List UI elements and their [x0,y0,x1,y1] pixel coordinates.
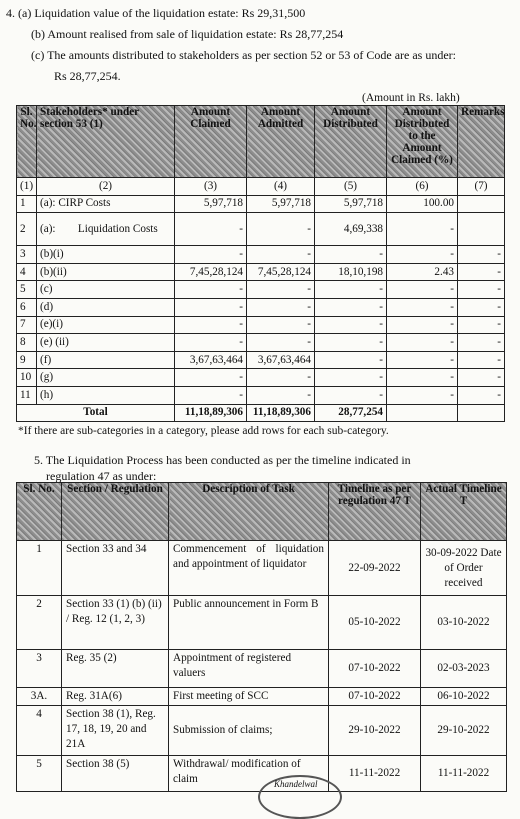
cell-sl: 5 [17,281,37,299]
cell-sl: 11 [17,386,37,404]
cell-sl: 2 [17,596,62,650]
cell-percent: - [387,246,458,264]
header-sl-no: Sl. No. [17,106,37,178]
cell-sl: 1 [17,541,62,596]
cell-claimed: 5,97,718 [175,195,247,213]
cell-task: First meeting of SCC [169,688,329,706]
cell-task: Appointment of registered valuers [169,650,329,688]
table-row [17,316,505,334]
cell-section: Reg. 31A(6) [62,688,169,706]
table-row [17,351,505,369]
cell-remarks: - [458,351,505,369]
cell-actual: 02-03-2023 [421,650,507,688]
cell-stakeholder: (g) [37,369,175,387]
cell-sl: 10 [17,369,37,387]
cell-claimed: - [175,316,247,334]
colnum: (3) [175,178,247,196]
table-row [17,213,505,246]
seal-stamp [258,775,342,819]
cell-sl: 4 [17,263,37,281]
cell-claimed: - [175,213,247,246]
cell-timeline: 07-10-2022 [329,688,421,706]
cell-distributed: 4,69,338 [315,213,387,246]
table-row [17,263,505,281]
cell-percent: - [387,334,458,352]
total-row [17,404,505,422]
cell-task: Withdrawal/ modification of claim [169,756,329,792]
item-4b: (b) Amount realised from sale of liquidation estate: Rs 28,77,254 [31,27,344,41]
cell-distributed: - [315,281,387,299]
colnum: (7) [458,178,505,196]
cell-remarks: - [458,263,505,281]
cell-distributed: - [315,386,387,404]
cell-stakeholder: (e) (ii) [37,334,175,352]
cell-admitted: 5,97,718 [247,195,315,213]
section5-line1: 5. The Liquidation Process has been conducted as per the timeline indicated in [34,453,411,467]
colnum: (6) [387,178,458,196]
table-row [17,688,507,706]
cell-sl: 1 [17,195,37,213]
cell-distributed: - [315,246,387,264]
cell-distributed: - [315,334,387,352]
total-claimed: 11,18,89,306 [175,404,247,422]
colnum: (2) [37,178,175,196]
total-admitted: 11,18,89,306 [247,404,315,422]
cell-admitted: - [247,246,315,264]
cell-admitted: - [247,386,315,404]
header-section: Section / Regulation [62,483,169,541]
colnum: (1) [17,178,37,196]
cell-stakeholder: (b)(ii) [37,263,175,281]
total-percent [387,404,458,422]
cell-remarks [458,213,505,246]
table-row [17,386,505,404]
cell-stakeholder: (a): CIRP Costs [37,195,175,213]
cell-remarks: - [458,246,505,264]
cell-actual: 03-10-2022 [421,596,507,650]
cell-admitted: - [247,334,315,352]
item-4c-line2: Rs 28,77,254. [54,69,121,83]
table-row [17,246,505,264]
colnum: (5) [315,178,387,196]
cell-percent: 2.43 [387,263,458,281]
cell-section: Section 38 (5) [62,756,169,792]
cell-sl: 6 [17,298,37,316]
cell-claimed: 3,67,63,464 [175,351,247,369]
table-row [17,650,507,688]
cell-timeline: 07-10-2022 [329,650,421,688]
cell-actual: 06-10-2022 [421,688,507,706]
cell-stakeholder: (e)(i) [37,316,175,334]
cell-percent: - [387,316,458,334]
cell-admitted: - [247,281,315,299]
cell-task: Commencement of liquidation and appointment of liquidator [169,541,329,596]
cell-admitted: - [247,213,315,246]
cell-remarks: - [458,334,505,352]
cell-distributed: 5,97,718 [315,195,387,213]
cell-section: Section 33 (1) (b) (ii) / Reg. 12 (1, 2, 3) [62,596,169,650]
cell-remarks [458,195,505,213]
seal-stamp-text: Khandelwal [274,779,318,789]
header-timeline-reg47: Timeline as per regulation 47 T [329,483,421,541]
total-distributed: 28,77,254 [315,404,387,422]
cell-remarks: - [458,369,505,387]
cell-task: Public announcement in Form B [169,596,329,650]
cell-sl: 7 [17,316,37,334]
table-row [17,281,505,299]
cell-stakeholder: (f) [37,351,175,369]
cell-remarks: - [458,281,505,299]
cell-remarks: - [458,316,505,334]
cell-stakeholder: (h) [37,386,175,404]
cell-task: Submission of claims; [169,706,329,756]
footnote: *If there are sub-categories in a category, please add rows for each sub-category. [18,425,389,437]
section5-line2: regulation 47 as under: [46,469,157,483]
cell-timeline: 11-11-2022 [329,756,421,792]
item-4a: 4. (a) Liquidation value of the liquidation estate: Rs 29,31,500 [6,6,306,20]
cell-percent: 100.00 [387,195,458,213]
table-row [17,298,505,316]
header-sl-no: Sl. No. [17,483,62,541]
unit-note: (Amount in Rs. lakh) [362,92,460,104]
cell-actual: 30-09-2022 Date of Order received [421,541,507,596]
header-task: Description of Task [169,483,329,541]
cell-sl: 9 [17,351,37,369]
distribution-table [16,105,505,422]
cell-claimed: - [175,281,247,299]
header-amount-distributed: Amount Distributed [315,106,387,178]
total-label: Total [17,404,175,422]
cell-actual: 29-10-2022 [421,706,507,756]
cell-admitted: - [247,316,315,334]
header-remarks: Remarks [458,106,505,178]
cell-claimed: - [175,334,247,352]
header-amount-admitted: Amount Admitted [247,106,315,178]
cell-stakeholder: (b)(i) [37,246,175,264]
cell-remarks: - [458,298,505,316]
table-row [17,706,507,756]
cell-distributed: - [315,351,387,369]
cell-section: Section 38 (1), Reg. 17, 18, 19, 20 and 21A [62,706,169,756]
cell-claimed: - [175,298,247,316]
cell-sl: 3 [17,650,62,688]
cell-admitted: - [247,298,315,316]
cell-sl: 5 [17,756,62,792]
cell-stakeholder: (d) [37,298,175,316]
cell-distributed: - [315,298,387,316]
cell-sl: 3A. [17,688,62,706]
cell-remarks: - [458,386,505,404]
cell-percent: - [387,298,458,316]
table-row [17,195,505,213]
colnum: (4) [247,178,315,196]
cell-timeline: 29-10-2022 [329,706,421,756]
cell-distributed: - [315,316,387,334]
cell-stakeholder: (c) [37,281,175,299]
cell-admitted: - [247,369,315,387]
cell-percent: - [387,386,458,404]
cell-admitted: 3,67,63,464 [247,351,315,369]
item-4c-line1: (c) The amounts distributed to stakeholders as per section 52 or 53 of Code are as under: [31,48,456,62]
table-row [17,369,505,387]
cell-claimed: - [175,386,247,404]
header-stakeholders: Stakeholders* under section 53 (1) [37,106,175,178]
cell-percent: - [387,281,458,299]
header-distributed-percent: Amount Distributed to the Amount Claimed (%) [387,106,458,178]
cell-percent: - [387,213,458,246]
cell-admitted: 7,45,28,124 [247,263,315,281]
cell-stakeholder: (a): Liquidation Costs [37,213,175,246]
cell-claimed: - [175,246,247,264]
cell-claimed: - [175,369,247,387]
header-actual-timeline: Actual Timeline T [421,483,507,541]
cell-sl: 3 [17,246,37,264]
cell-section: Section 33 and 34 [62,541,169,596]
total-remarks [458,404,505,422]
header-amount-claimed: Amount Claimed [175,106,247,178]
cell-percent: - [387,351,458,369]
cell-distributed: - [315,369,387,387]
cell-sl: 4 [17,706,62,756]
cell-section: Reg. 35 (2) [62,650,169,688]
cell-timeline: 05-10-2022 [329,596,421,650]
cell-timeline: 22-09-2022 [329,541,421,596]
table-row [17,334,505,352]
cell-actual: 11-11-2022 [421,756,507,792]
table-row [17,541,507,596]
cell-sl: 8 [17,334,37,352]
cell-percent: - [387,369,458,387]
timeline-table [16,482,507,792]
cell-distributed: 18,10,198 [315,263,387,281]
cell-sl: 2 [17,213,37,246]
table-row [17,596,507,650]
cell-claimed: 7,45,28,124 [175,263,247,281]
